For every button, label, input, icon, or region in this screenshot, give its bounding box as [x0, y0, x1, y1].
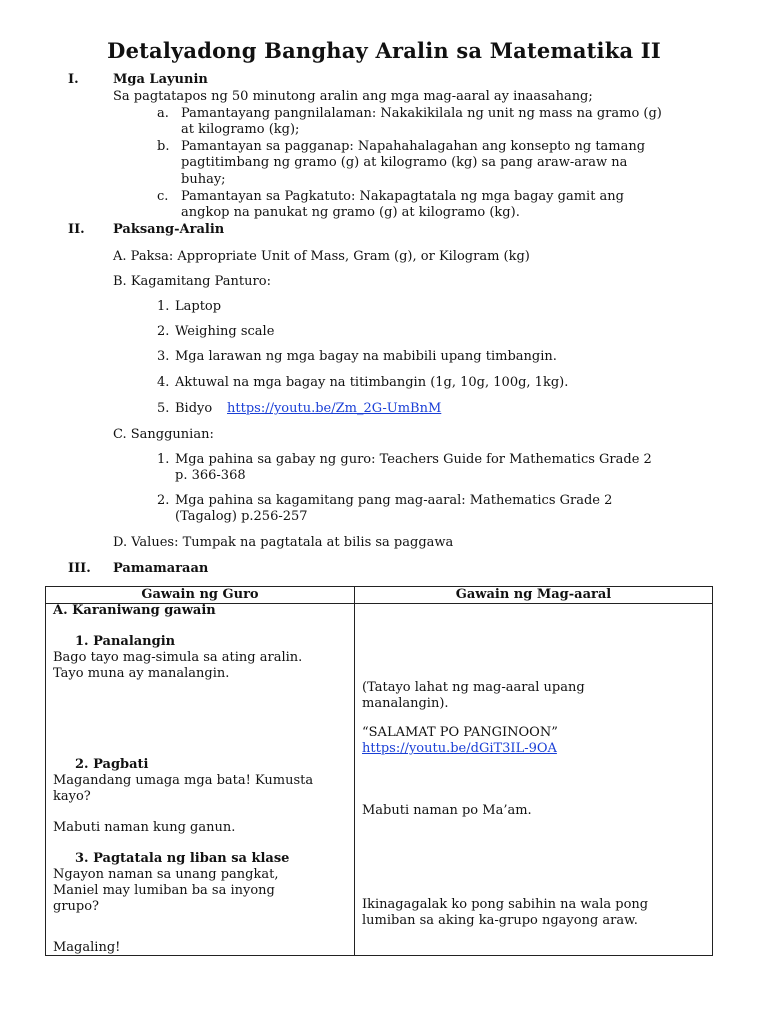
document-title: Detalyadong Banghay Aralin sa Matematika II: [107, 38, 661, 63]
part-a-heading: A. Karaniwang gawain: [53, 603, 216, 618]
objective-b-line-1: Pamantayan sa pagganap: Napahahalagahan ang konsepto ng tamang: [181, 139, 646, 154]
material-2-text: Weighing scale: [175, 324, 275, 339]
student-column-header: Gawain ng Mag-aaral: [455, 587, 612, 602]
section-2-number: II.: [68, 222, 85, 237]
procedure-table: [45, 586, 713, 956]
references-heading: C. Sanggunian:: [113, 427, 214, 442]
step-3-student-line-2: lumiban sa aking ka-grupo ngayong araw.: [362, 913, 638, 928]
step-3-student-line-1: Ikinagagalak ko pong sabihin na wala pong: [362, 897, 649, 912]
step-1-title: 1. Panalangin: [75, 634, 176, 649]
objective-a-marker: a.: [157, 106, 169, 121]
step-1-teacher-line-2: Tayo muna ay manalangin.: [53, 666, 230, 681]
objective-b-line-2: pagtitimbang ng gramo (g) at kilogramo (kg) sa pang araw-araw na: [181, 155, 628, 170]
step-2-teacher-line-2: kayo?: [53, 789, 91, 804]
material-4-text: Aktuwal na mga bagay na titimbangin (1g, 10g, 100g, 1kg).: [175, 375, 569, 390]
materials-heading: B. Kagamitang Panturo:: [113, 274, 271, 289]
material-5-marker: 5.: [157, 401, 170, 416]
section-1-intro: Sa pagtatapos ng 50 minutong aralin ang mga mag-aaral ay inaasahang;: [113, 89, 593, 104]
step-2-teacher-line-1: Magandang umaga mga bata! Kumusta: [53, 773, 314, 788]
material-1-marker: 1.: [157, 299, 170, 314]
reference-1-line-2: p. 366-368: [175, 468, 246, 483]
topic-line: A. Paksa: Appropriate Unit of Mass, Gram (g), or Kilogram (kg): [113, 249, 530, 264]
material-3-text: Mga larawan ng mga bagay na mabibili upang timbangin.: [175, 349, 557, 364]
song-video-link[interactable]: https://youtu.be/dGiT3IL-9OA: [362, 741, 557, 756]
values-line: D. Values: Tumpak na pagtatala at bilis sa paggawa: [113, 535, 454, 550]
objective-c-marker: c.: [157, 189, 169, 204]
reference-2-line-2: (Tagalog) p.256-257: [175, 509, 308, 524]
reference-1-marker: 1.: [157, 452, 170, 467]
step-1-student-line-2: manalangin).: [362, 696, 449, 711]
step-3-teacher-line-2: Maniel may lumiban ba sa inyong: [53, 883, 275, 898]
step-3-teacher-line-1: Ngayon naman sa unang pangkat,: [53, 867, 279, 882]
step-1-song-title: “SALAMAT PO PANGINOON”: [362, 725, 558, 740]
table-column-divider: [354, 587, 355, 955]
step-1-student-line-1: (Tatayo lahat ng mag-aaral upang: [362, 680, 585, 695]
section-1-number: I.: [68, 72, 79, 87]
teacher-column-header: Gawain ng Guro: [141, 587, 259, 602]
objective-c-line-2: angkop na panukat ng gramo (g) at kilogramo (kg).: [181, 205, 520, 220]
section-3-heading: Pamamaraan: [113, 561, 209, 576]
material-1-text: Laptop: [175, 299, 222, 314]
step-3-teacher-line-3: grupo?: [53, 899, 100, 914]
video-link[interactable]: https://youtu.be/Zm_2G-UmBnM: [227, 401, 442, 416]
material-3-marker: 3.: [157, 349, 170, 364]
reference-2-line-1: Mga pahina sa kagamitang pang mag-aaral: Mathematics Grade 2: [175, 493, 613, 508]
material-5-text: Bidyo: [175, 401, 213, 416]
objective-b-marker: b.: [157, 139, 170, 154]
objective-a-line-1: Pamantayang pangnilalaman: Nakakikilala ng unit ng mass na gramo (g): [181, 106, 662, 121]
material-2-marker: 2.: [157, 324, 170, 339]
step-2-title: 2. Pagbati: [75, 757, 149, 772]
section-3-number: III.: [68, 561, 91, 576]
step-1-teacher-line-1: Bago tayo mag-simula sa ating aralin.: [53, 650, 303, 665]
objective-c-line-1: Pamantayan sa Pagkatuto: Nakapagtatala ng mga bagay gamit ang: [181, 189, 624, 204]
step-3-teacher-end: Magaling!: [53, 940, 121, 955]
step-2-student-reply: Mabuti naman po Ma’am.: [362, 803, 532, 818]
objective-a-line-2: at kilogramo (kg);: [181, 122, 300, 137]
reference-2-marker: 2.: [157, 493, 170, 508]
section-2-heading: Paksang-Aralin: [113, 222, 225, 237]
objective-b-line-3: buhay;: [181, 172, 226, 187]
material-4-marker: 4.: [157, 375, 170, 390]
reference-1-line-1: Mga pahina sa gabay ng guro: Teachers Guide for Mathematics Grade 2: [175, 452, 652, 467]
section-1-heading: Mga Layunin: [113, 72, 208, 87]
step-2-teacher-reply: Mabuti naman kung ganun.: [53, 820, 236, 835]
step-3-title: 3. Pagtatala ng liban sa klase: [75, 851, 290, 866]
